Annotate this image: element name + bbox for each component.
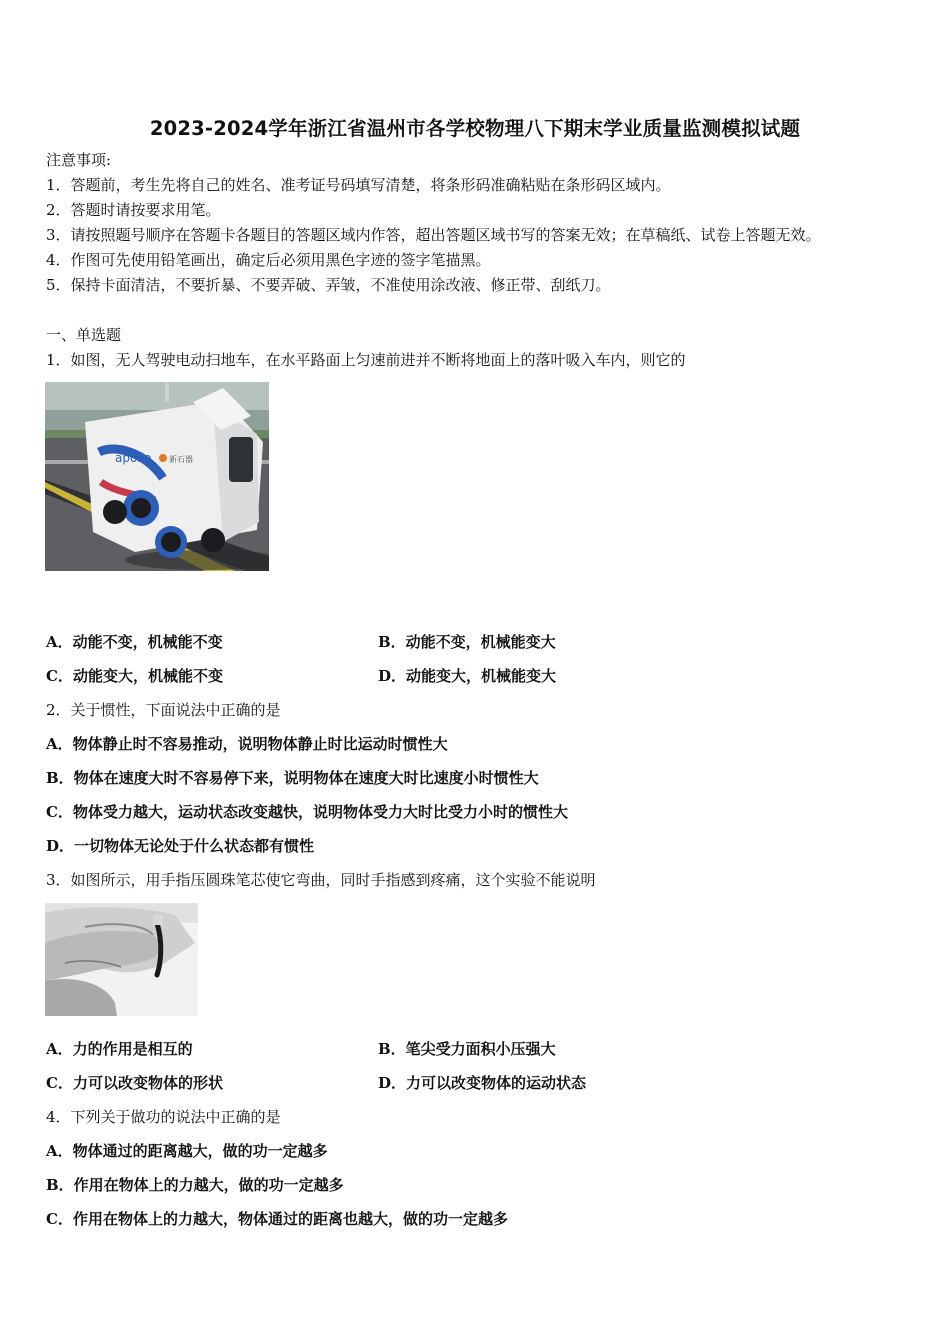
question-2-option-b[interactable]: B．物体在速度大时不容易停下来，说明物体在速度大时比速度小时惯性大: [46, 769, 539, 787]
question-3-option-c[interactable]: C．力可以改变物体的形状: [46, 1074, 223, 1092]
question-2-option-a[interactable]: A．物体静止时不容易推动，说明物体静止时比运动时惯性大: [46, 735, 448, 753]
page-title: 2023-2024学年浙江省温州市各学校物理八下期末学业质量监测模拟试题: [149, 117, 801, 140]
vehicle-brand-label: apollo: [115, 451, 152, 465]
finger-pressing-pen-image: [45, 903, 198, 1016]
notice-heading: 注意事项:: [46, 151, 112, 169]
question-4-stem: 4．下列关于做功的说法中正确的是: [46, 1108, 281, 1126]
question-2-option-c[interactable]: C．物体受力越大，运动状态改变越快，说明物体受力大时比受力小时的惯性大: [46, 803, 568, 821]
question-1-option-b[interactable]: B．动能不变，机械能变大: [378, 633, 556, 651]
question-4-option-c[interactable]: C．作用在物体上的力越大，物体通过的距离也越大，做的功一定越多: [46, 1210, 508, 1228]
question-1-option-d[interactable]: D．动能变大，机械能变大: [378, 667, 557, 685]
question-3-option-d[interactable]: D．力可以改变物体的运动状态: [378, 1074, 587, 1092]
notice-item: 4．作图可先使用铅笔画出，确定后必须用黑色字迹的签字笔描黑。: [46, 251, 491, 269]
notice-item: 1．答题前，考生先将自己的姓名、准考证号码填写清楚，将条形码准确粘贴在条形码区域内。: [46, 176, 671, 194]
notice-item: 3．请按照题号顺序在答题卡各题目的答题区域内作答，超出答题区域书写的答案无效；在草稿纸、试卷上答题无效。: [46, 226, 821, 244]
question-3-option-b[interactable]: B．笔尖受力面积小压强大: [378, 1040, 556, 1058]
question-4-option-a[interactable]: A．物体通过的距离越大，做的功一定越多: [46, 1142, 328, 1160]
question-1-stem: 1．如图，无人驾驶电动扫地车，在水平路面上匀速前进并不断将地面上的落叶吸入车内，则它的: [46, 351, 686, 369]
question-1-option-c[interactable]: C．动能变大，机械能不变: [46, 667, 223, 685]
question-2-stem: 2．关于惯性，下面说法中正确的是: [46, 701, 281, 719]
notice-item: 2．答题时请按要求用笔。: [46, 201, 221, 219]
question-4-option-b[interactable]: B．作用在物体上的力越大，做的功一定越多: [46, 1176, 344, 1194]
street-sweeper-vehicle-image: [45, 382, 269, 571]
vehicle-partner-label: 新石器: [169, 455, 193, 464]
notice-item: 5．保持卡面清洁，不要折暴、不要弄破、弄皱，不准使用涂改液、修正带、刮纸刀。: [46, 276, 611, 294]
question-3-stem: 3．如图所示，用手指压圆珠笔芯使它弯曲，同时手指感到疼痛，这个实验不能说明: [46, 871, 596, 889]
question-1-option-a[interactable]: A．动能不变，机械能不变: [46, 633, 223, 651]
question-2-option-d[interactable]: D．一切物体无论处于什么状态都有惯性: [46, 837, 315, 855]
question-3-option-a[interactable]: A．力的作用是相互的: [46, 1040, 193, 1058]
section-heading: 一、单选题: [46, 326, 122, 344]
